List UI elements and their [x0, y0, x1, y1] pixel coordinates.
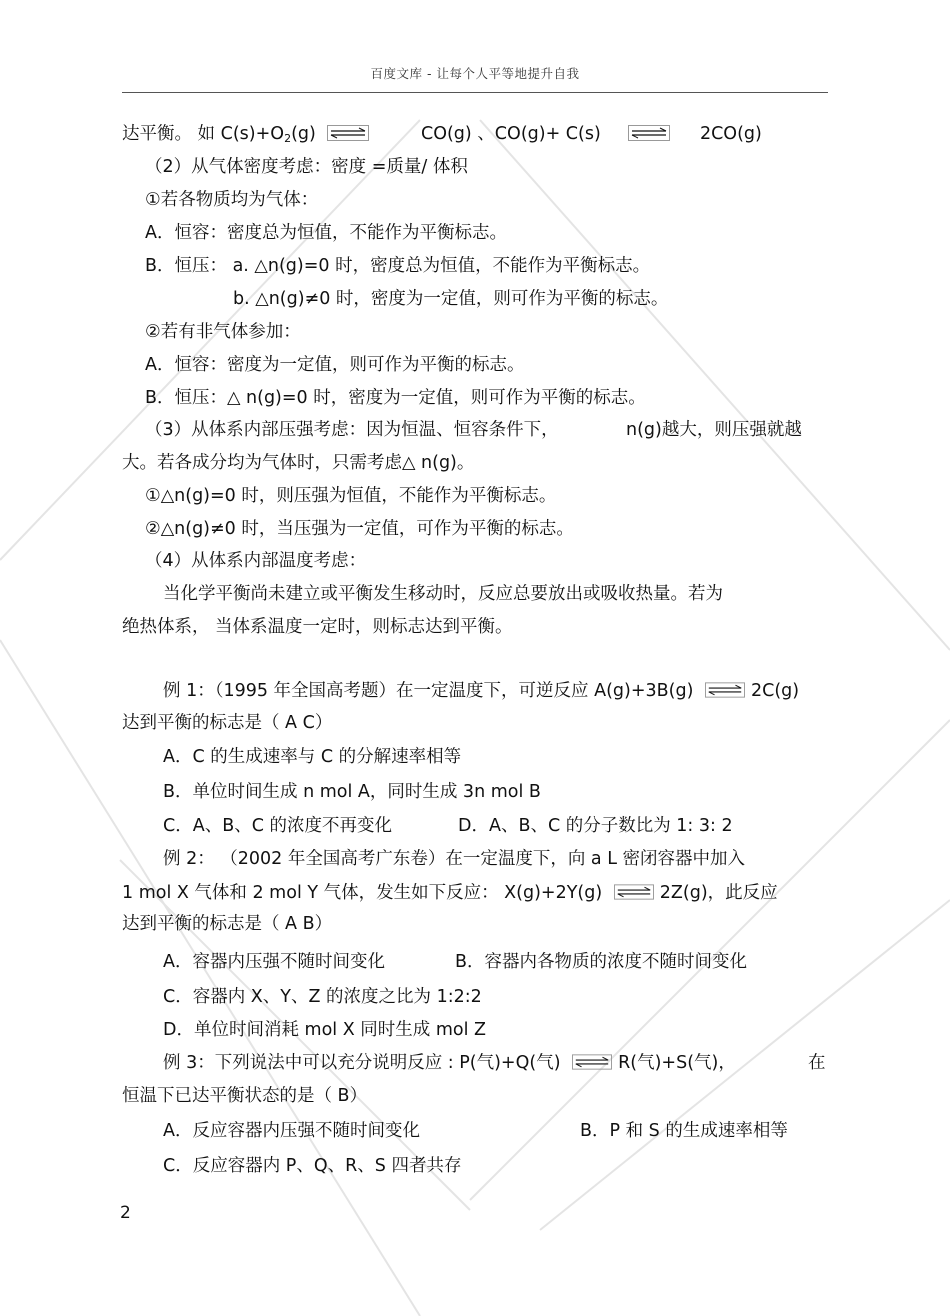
paragraph-line: A．恒容：密度总为恒值，不能作为平衡标志。: [145, 223, 507, 243]
paragraph-line: 当化学平衡尚未建立或平衡发生移动时，反应总要放出或吸收热量。若为: [163, 584, 723, 604]
equilibrium-arrow-icon: [614, 884, 654, 900]
paragraph-line: （3）从体系内部压强考虑：因为恒温、恒容条件下，: [145, 420, 559, 440]
page-number: 2: [120, 1203, 131, 1223]
text: 2Z(g)，此反应: [659, 883, 778, 903]
text: R(气)+S(气)，: [618, 1053, 736, 1073]
paragraph-line: 大。若各成分均为气体时，只需考虑△ n(g)。: [122, 453, 475, 473]
equilibrium-arrow-icon: [628, 125, 670, 141]
paragraph-line: （4）从体系内部温度考虑：: [145, 551, 367, 571]
paragraph-line: B．恒压： a. △n(g)=0 时，密度总为恒值，不能作为平衡标志。: [145, 256, 651, 276]
text: (g): [291, 124, 316, 144]
option-b: B．容器内各物质的浓度不随时间变化: [455, 952, 748, 972]
example-3-line: 恒温下已达平衡状态的是（ B）: [122, 1086, 368, 1106]
text: 2C(g): [751, 681, 800, 701]
paragraph-line: ②△n(g)≠0 时，当压强为一定值，可作为平衡的标志。: [145, 519, 574, 539]
option-d: D．单位时间消耗 mol X 同时生成 mol Z: [163, 1020, 486, 1040]
example-3-line: [163, 1052, 736, 1074]
example-1-line: 达到平衡的标志是（ A C）: [122, 713, 333, 733]
option-d: D．A、B、C 的分子数比为 1: 3: 2: [458, 816, 733, 836]
text: 2CO(g): [699, 124, 762, 144]
text: (g) 、CO: [446, 124, 521, 144]
equilibrium-arrow-icon: [572, 1054, 612, 1070]
option-c: C．A、B、C 的浓度不再变化: [163, 816, 392, 836]
text: 例 1：（1995 年全国高考题）在一定温度下，可逆反应 A(g)+3B(g): [163, 681, 694, 701]
paragraph-line: b. △n(g)≠0 时，密度为一定值，则可作为平衡的标志。: [233, 289, 669, 309]
option-a: A．反应容器内压强不随时间变化: [163, 1121, 420, 1141]
equilibrium-arrow-icon: [327, 125, 369, 141]
option-b: B．P 和 S 的生成速率相等: [580, 1121, 788, 1141]
text: 例 3：下列说法中可以充分说明反应 : P(气)+Q(气): [163, 1053, 561, 1073]
option-a: A．容器内压强不随时间变化: [163, 952, 385, 972]
paragraph-line: 绝热体系， 当体系温度一定时，则标志达到平衡。: [122, 617, 513, 637]
paragraph-line: n(g)越大，则压强就越: [626, 420, 802, 440]
paragraph-line: ②若有非气体参加：: [145, 322, 301, 342]
equation-line: [122, 123, 762, 150]
example-1-line: [163, 680, 799, 702]
option-a: A．C 的生成速率与 C 的分解速率相等: [163, 747, 462, 767]
page-header: 百度文库 - 让每个人平等地提升自我: [370, 66, 580, 81]
paragraph-line: B．恒压：△ n(g)=0 时，密度为一定值，则可作为平衡的标志。: [145, 388, 646, 408]
text: CO: [420, 124, 447, 144]
paragraph-line: （2）从气体密度考虑：密度 =质量/ 体积: [145, 157, 468, 177]
example-3-line: 在: [808, 1053, 826, 1073]
option-c: C．反应容器内 P、Q、R、S 四者共存: [163, 1156, 462, 1176]
option-c: C．容器内 X、Y、Z 的浓度之比为 1:2:2: [163, 987, 482, 1007]
text: (g)+ C(s): [520, 124, 601, 144]
paragraph-line: ①△n(g)=0 时，则压强为恒值，不能作为平衡标志。: [145, 486, 557, 506]
header-divider: [122, 92, 828, 93]
option-b: B．单位时间生成 n mol A，同时生成 3n mol B: [163, 782, 541, 802]
text: 1 mol X 气体和 2 mol Y 气体，发生如下反应： X(g)+2Y(g): [122, 883, 603, 903]
paragraph-line: A．恒容：密度为一定值，则可作为平衡的标志。: [145, 355, 525, 375]
subscript: 2: [284, 132, 292, 145]
text: 达平衡。 如 C(s)+O: [122, 124, 285, 144]
example-2-line: 达到平衡的标志是（ A B）: [122, 914, 333, 934]
example-2-line: [122, 882, 778, 904]
equilibrium-arrow-icon: [705, 682, 745, 698]
paragraph-line: ①若各物质均为气体：: [145, 190, 319, 210]
example-2-line: 例 2： （2002 年全国高考广东卷）在一定温度下，向 a L 密闭容器中加入: [163, 849, 746, 869]
